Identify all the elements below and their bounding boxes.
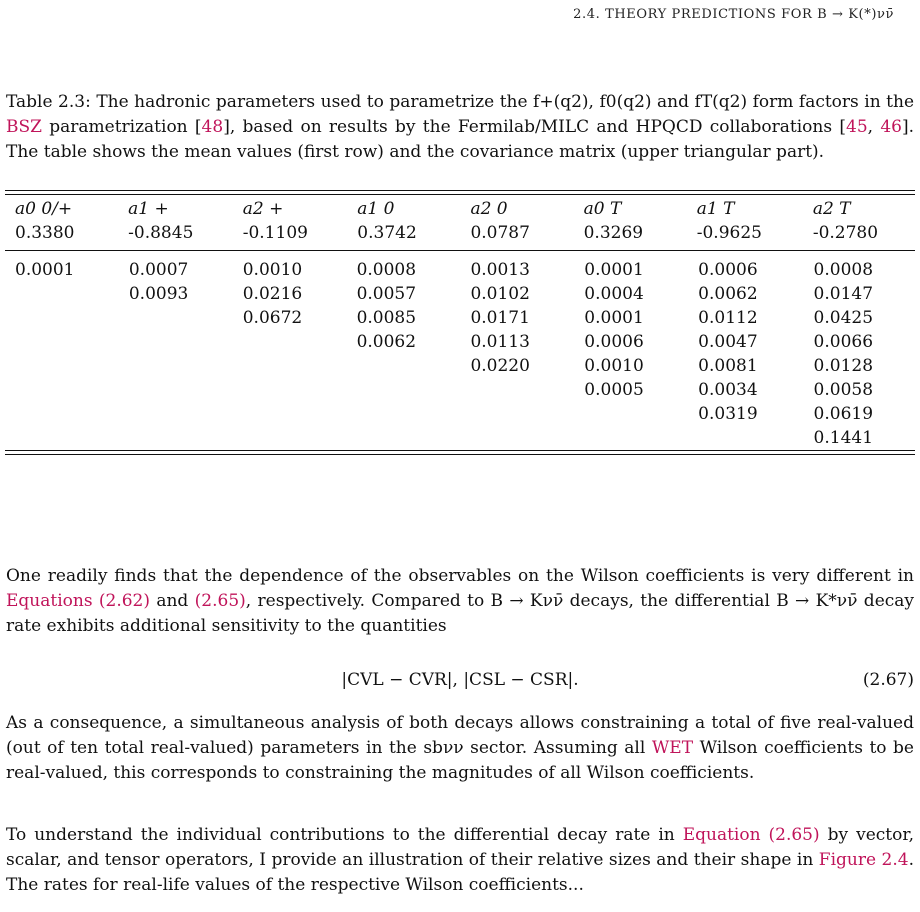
covariance-cell: 0.0216 (242, 284, 303, 304)
paragraph-text: by vector, scalar, and tensor operators, I provide an illustration of their relative sizes and (6, 825, 915, 870)
figure-link[interactable]: Figure 2.4 (818, 850, 909, 870)
covariance-cell: 0.0007 (128, 260, 189, 280)
covariance-cell (456, 426, 570, 450)
covariance-cell (5, 330, 115, 354)
covariance-cell (5, 354, 115, 378)
covariance-cell (343, 354, 457, 378)
covariance-cell (115, 378, 229, 402)
equation-number: (2.67) (862, 670, 914, 690)
covariance-cell: 0.0062 (356, 332, 417, 352)
equation-link[interactable]: (2.65) (194, 591, 246, 611)
covariance-cell: 0.0112 (698, 308, 758, 328)
covariance-cell: 0.0102 (470, 284, 530, 304)
mean-value-cell: -0.1109 (242, 223, 308, 243)
covariance-cell (456, 402, 570, 426)
covariance-cell: 0.0058 (813, 380, 874, 400)
covariance-cell: 0.0081 (698, 356, 758, 376)
mean-value-cell: 0.3269 (583, 223, 644, 243)
covariance-cell: 0.0013 (470, 260, 530, 280)
covariance-cell (343, 402, 457, 426)
covariance-cell: 0.0062 (698, 284, 758, 304)
paragraph-text: . The rates for real-life values of the respective Wilson coefficients... (6, 850, 914, 895)
covariance-cell (5, 378, 115, 402)
covariance-cell (229, 378, 343, 402)
covariance-cell: 0.0085 (356, 308, 417, 328)
citation-link[interactable]: 48 (201, 117, 224, 137)
equation-link[interactable]: Equations (2.62) (6, 591, 150, 611)
caption-text-1: The hadronic parameters used to parametrize the f+(q2), f0(q2) and fT(q2) form factors in the (96, 92, 915, 112)
covariance-cell (570, 402, 684, 426)
covariance-cell (456, 378, 570, 402)
running-head-text: 2.4. THEORY PREDICTIONS FOR B → K(*)νν̄ (573, 7, 894, 22)
covariance-cell (684, 426, 799, 450)
body-paragraph (6, 564, 914, 639)
covariance-cell: 0.0001 (584, 260, 644, 280)
covariance-cell: 0.0147 (813, 284, 874, 304)
running-header (573, 7, 894, 22)
covariance-cell (115, 426, 229, 450)
covariance-cell: 0.0113 (470, 332, 530, 352)
covariance-row (5, 402, 915, 426)
covariance-cell: 0.0004 (584, 284, 644, 304)
caption-text-2: parametrization [ (49, 117, 202, 137)
caption-text-4: ]. The table shows the mean values (first row) and the covariance matrix (upper triangular part). (6, 117, 915, 162)
covariance-cell: 0.0619 (813, 404, 874, 424)
table-bottom-rule (5, 454, 915, 455)
covariance-cell (115, 354, 229, 378)
covariance-cell: 0.0008 (356, 260, 417, 280)
paragraph-text: One readily finds that the dependence of the observables on the Wilson coefficients is very different in (6, 566, 914, 586)
paragraph-text: To understand the individual contributions to the differential decay rate in (6, 825, 675, 845)
paragraph-text: Wilson coefficients to be real-valued, this corresponds to constraining the magnitudes of all Wilson coefficients. (6, 738, 914, 783)
mean-values-row (5, 221, 915, 245)
covariance-cell (115, 330, 229, 354)
mean-value-cell: -0.2780 (812, 223, 879, 243)
parameter-name-cell: a0 T (583, 199, 622, 219)
covariance-cell (229, 330, 343, 354)
covariance-cell (343, 378, 457, 402)
covariance-cell (115, 402, 229, 426)
covariance-cell: 0.0128 (813, 356, 874, 376)
mean-value-cell: 0.3742 (357, 223, 417, 243)
paragraph-text: As a consequence, a simultaneous analysis of both decays allows constraining a total of five real-valued (out of ten total real-valued) parameters in the sbνν sector. Assuming all (6, 713, 914, 758)
mean-value-cell: 0.3380 (15, 223, 75, 243)
covariance-cell (229, 402, 343, 426)
covariance-cell: 0.0047 (698, 332, 758, 352)
covariance-cell: 0.0672 (242, 308, 303, 328)
paragraph-text: and (156, 591, 189, 611)
equation-body: |CVL − CVR|, |CSL − CSR|. (341, 670, 579, 690)
covariance-row (5, 378, 915, 402)
parameter-name-cell: a1 + (128, 199, 169, 219)
mean-value-cell: 0.0787 (470, 223, 530, 243)
covariance-cell: 0.0034 (698, 380, 758, 400)
caption-text-3: ], based on results by the Fermilab/MILC and HPQCD collaborations [ (223, 117, 846, 137)
table-top-rule (5, 190, 915, 191)
covariance-row (5, 426, 915, 450)
covariance-cell (229, 354, 343, 378)
display-equation (0, 670, 920, 696)
parameter-name-cell: a2 + (242, 199, 284, 219)
covariance-row (5, 330, 915, 354)
covariance-matrix-table (5, 258, 915, 450)
paragraph-text: , respectively. Compared to B → Kνν̄ decays, the differential B → K*νν̄ decay rate exhibits additional sensitivity to the quantities (6, 591, 915, 636)
parameter-header-table (5, 197, 915, 245)
covariance-cell: 0.0425 (813, 308, 874, 328)
covariance-row (5, 306, 915, 330)
equation-link[interactable]: Equation (2.65) (682, 825, 820, 845)
bsz-acronym-link[interactable]: BSZ (6, 117, 42, 137)
mean-value-cell: -0.8845 (128, 223, 194, 243)
covariance-cell (5, 306, 115, 330)
table-caption: Table 2.3: The hadronic parameters used to parametrize the f+(q2), f0(q2) and fT(q2) form factors in the BSZ parametrization [48], based on results by the Fermilab/MILC and HPQCD collaborations [45, 46]. The table shows the mean values (first row) and the covariance matrix (upper triangular part). (6, 92, 915, 162)
covariance-cell: 0.0220 (470, 356, 530, 376)
covariance-cell: 0.0005 (584, 380, 644, 400)
covariance-cell: 0.0001 (584, 308, 644, 328)
covariance-cell (229, 426, 343, 450)
mean-value-cell: -0.9625 (696, 223, 762, 243)
covariance-cell: 0.0066 (813, 332, 874, 352)
covariance-cell: 0.0171 (470, 308, 530, 328)
covariance-cell: 0.0006 (698, 260, 758, 280)
citation-link[interactable]: 46 (880, 117, 902, 137)
covariance-cell: 0.1441 (813, 428, 874, 448)
table-mid-rule (5, 250, 915, 251)
table-top-rule (5, 194, 915, 195)
covariance-cell: 0.0093 (128, 284, 189, 304)
covariance-cell: 0.0001 (15, 260, 75, 280)
covariance-cell (5, 402, 115, 426)
covariance-cell: 0.0319 (698, 404, 758, 424)
parameter-name-cell: a1 0 (357, 199, 395, 219)
covariance-cell (5, 426, 115, 450)
paragraph-text: their shape in (693, 850, 814, 870)
covariance-row (5, 282, 915, 306)
covariance-cell: 0.0010 (242, 260, 303, 280)
body-paragraph (6, 823, 914, 898)
covariance-cell: 0.0008 (813, 260, 874, 280)
wet-acronym-link[interactable]: WET (651, 738, 694, 758)
covariance-cell: 0.0006 (584, 332, 644, 352)
caption-label: Table 2.3: (6, 92, 91, 112)
covariance-cell (343, 426, 457, 450)
body-paragraph (6, 711, 914, 786)
covariance-cell (570, 426, 684, 450)
covariance-row (5, 354, 915, 378)
covariance-cell: 0.0010 (584, 356, 644, 376)
covariance-cell: 0.0057 (356, 284, 417, 304)
parameter-name-cell: a2 0 (470, 199, 508, 219)
covariance-cell (5, 282, 115, 306)
parameter-name-row (5, 197, 915, 221)
parameter-name-cell: a2 T (812, 199, 851, 219)
covariance-row (5, 258, 915, 282)
parameter-name-cell: a0 0/+ (15, 199, 73, 219)
citation-link[interactable]: 45 (846, 117, 868, 137)
parameter-name-cell: a1 T (696, 199, 735, 219)
covariance-cell (115, 306, 229, 330)
table-bottom-rule (5, 450, 915, 451)
